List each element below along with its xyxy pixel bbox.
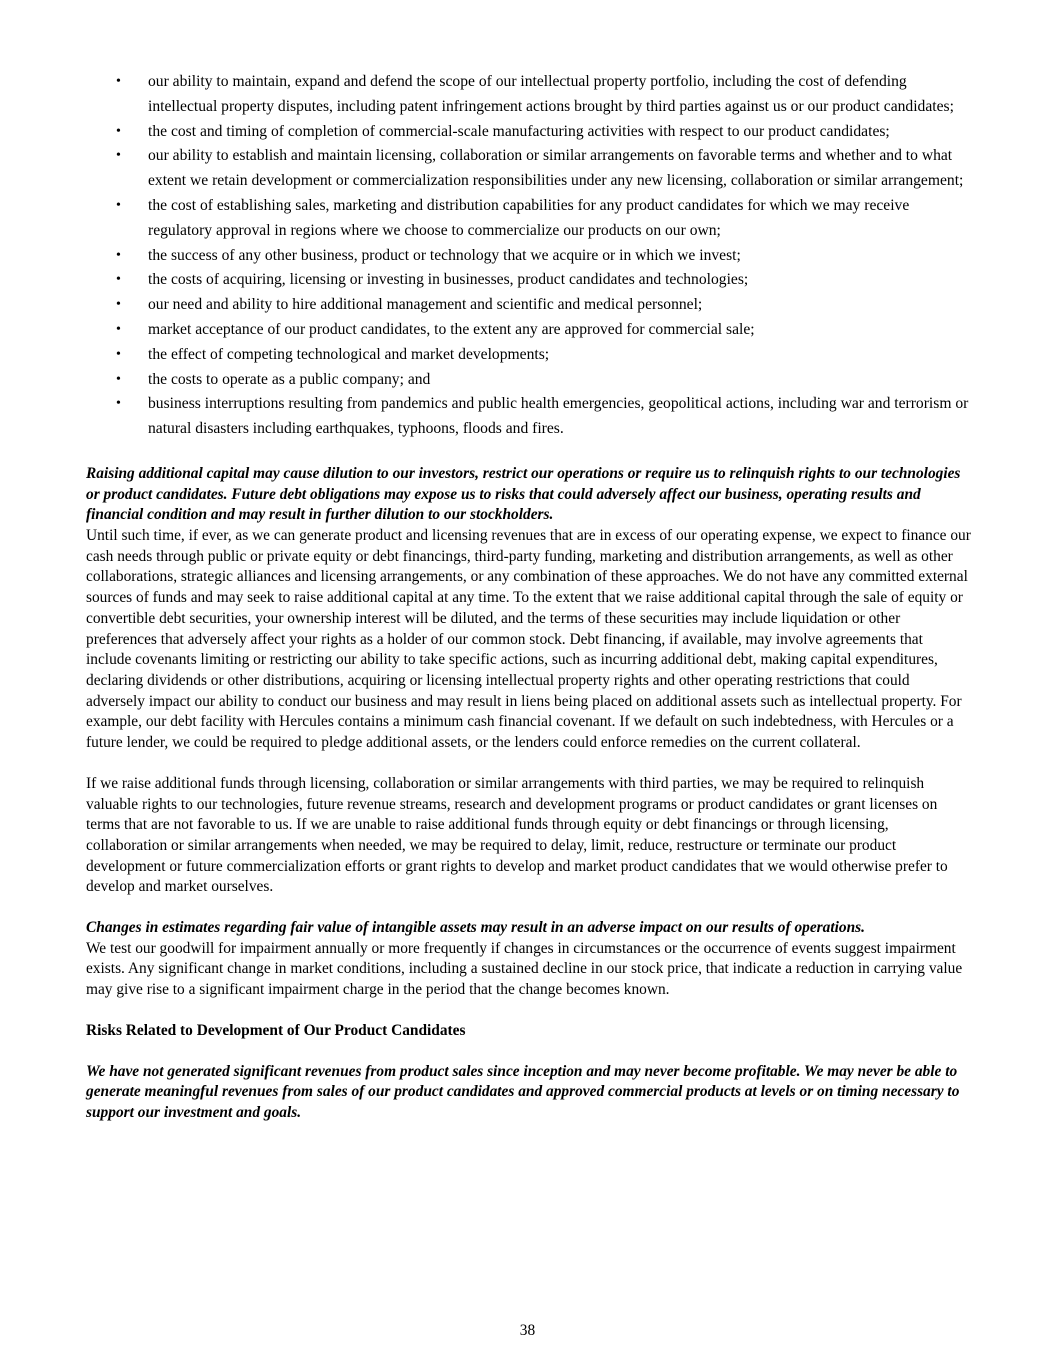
list-item bbox=[86, 120, 972, 145]
list-item-text: our ability to establish and maintain licensing, collaboration or similar arrangements on favorable terms and whether and to what extent we retain development or commercialization responsibilities under any new licensing, collaboration or similar arrangement; bbox=[148, 147, 964, 190]
list-item bbox=[86, 392, 972, 442]
list-item bbox=[86, 343, 972, 368]
section-heading: Risks Related to Development of Our Product Candidates bbox=[86, 1021, 466, 1039]
risk-heading-intangible: Changes in estimates regarding fair value of intangible assets may result in an adverse impact on our results of operations. bbox=[86, 919, 866, 937]
list-item-text: the costs to operate as a public company; and bbox=[148, 370, 431, 388]
list-item-text: the costs of acquiring, licensing or investing in businesses, product candidates and technologies; bbox=[148, 271, 749, 289]
list-item bbox=[86, 293, 972, 318]
list-item-text: market acceptance of our product candidates, to the extent any are approved for commercial sale; bbox=[148, 320, 755, 338]
bullet-glyph: • bbox=[116, 371, 121, 387]
list-item-text: the effect of competing technological and market developments; bbox=[148, 345, 550, 363]
risk-heading-capital: Raising additional capital may cause dilution to our investors, restrict our operations or require us to relinquish rights to our technologies or product candidates. Future debt obligations may expose us to risks that could adversely affect our business, operating results and financial condition and may result in further dilution to our stockholders. bbox=[86, 464, 961, 524]
list-item bbox=[86, 70, 972, 120]
list-item bbox=[86, 268, 972, 293]
bullet-glyph: • bbox=[116, 272, 121, 288]
document-page bbox=[86, 70, 972, 1124]
list-item-text: our ability to maintain, expand and defend the scope of our intellectual property portfolio, including the cost of defending intellectual property disputes, including patent infringement actions brought by third parties against us or our product candidates; bbox=[148, 73, 954, 115]
bullet-glyph: • bbox=[116, 321, 121, 337]
bullet-glyph: • bbox=[116, 148, 121, 164]
bullet-glyph: • bbox=[116, 396, 121, 412]
risk-paragraph: If we raise additional funds through licensing, collaboration or similar arrangements with third parties, we may be required to relinquish valuable rights to our technologies, future revenue streams, research and development programs or product candidates or grant licenses on terms that are not favorable to us. If we are unable to raise additional funds through equity or debt financings or through licensing, collaboration or similar arrangements when needed, we may be required to delay, limit, reduce, restructure or terminate our product development or future commercialization efforts or grant rights to develop and market product candidates that we would otherwise prefer to develop and market ourselves. bbox=[86, 774, 948, 896]
bullet-glyph: • bbox=[116, 346, 121, 362]
risk-paragraph: Until such time, if ever, as we can generate product and licensing revenues that are in excess of our operating expense, we expect to finance our cash needs through public or private equity or debt financings, third-party funding, marketing and distribution arrangements, as well as other collaborations, strategic alliances and licensing arrangements, or any combination of these approaches. We do not have any committed external sources of funds and may seek to raise additional capital at any time. To the extent that we raise additional capital through the sale of equity or convertible debt securities, your ownership interest will be diluted, and the terms of these securities may include liquidation or other preferences that adversely affect your rights as a holder of our common stock. Debt financing, if available, may involve agreements that include covenants limiting or restricting our ability to take specific actions, such as incurring additional debt, making capital expenditures, declaring dividends or other distributions, acquiring or licensing intellectual property rights and other operating restrictions that could adversely impact our ability to conduct our business and may result in liens being placed on additional assets such as intellectual property. For example, our debt facility with Hercules contains a minimum cash financial covenant. If we default on such indebtedness, with Hercules or a future lender, we could be required to pledge additional assets, or the lenders could enforce remedies on the current collateral. bbox=[86, 527, 971, 752]
list-item bbox=[86, 318, 972, 343]
list-item bbox=[86, 244, 972, 269]
list-item bbox=[86, 194, 972, 244]
list-item-text: our need and ability to hire additional management and scientific and medical personnel; bbox=[148, 296, 703, 314]
risk-paragraph: We test our goodwill for impairment annually or more frequently if changes in circumstances or the occurrence of events suggest impairment exists. Any significant change in market conditions, including a sustained decline in our stock price, that indicate a reduction in carrying value may give rise to a significant impairment charge in the period that the change becomes known. bbox=[86, 939, 963, 999]
list-item bbox=[86, 144, 972, 194]
list-item bbox=[86, 368, 972, 393]
bullet-glyph: • bbox=[116, 123, 121, 139]
bullet-list bbox=[86, 70, 972, 442]
bullet-glyph: • bbox=[116, 197, 121, 213]
bullet-glyph: • bbox=[116, 297, 121, 313]
list-item-text: the cost and timing of completion of commercial-scale manufacturing activities with respect to our product candidates; bbox=[148, 122, 890, 140]
list-item-text: the cost of establishing sales, marketing and distribution capabilities for any product candidates for which we may receive regulatory approval in regions where we choose to commercialize our products on our own; bbox=[148, 196, 910, 239]
list-item-text: the success of any other business, product or technology that we acquire or in which we invest; bbox=[148, 246, 741, 264]
risk-heading-revenue: We have not generated significant revenues from product sales since inception and may never become profitable. We may never be able to generate meaningful revenues from sales of our product candidates and approved commercial products at levels or on timing necessary to support our investment and goals. bbox=[86, 1062, 960, 1121]
list-item-text: business interruptions resulting from pandemics and public health emergencies, geopolitical actions, including war and terrorism or natural disasters including earthquakes, typhoons, floods and fires. bbox=[148, 395, 969, 438]
bullet-glyph: • bbox=[116, 74, 121, 89]
page-number: 38 bbox=[519, 1322, 536, 1339]
bullet-glyph: • bbox=[116, 247, 121, 263]
